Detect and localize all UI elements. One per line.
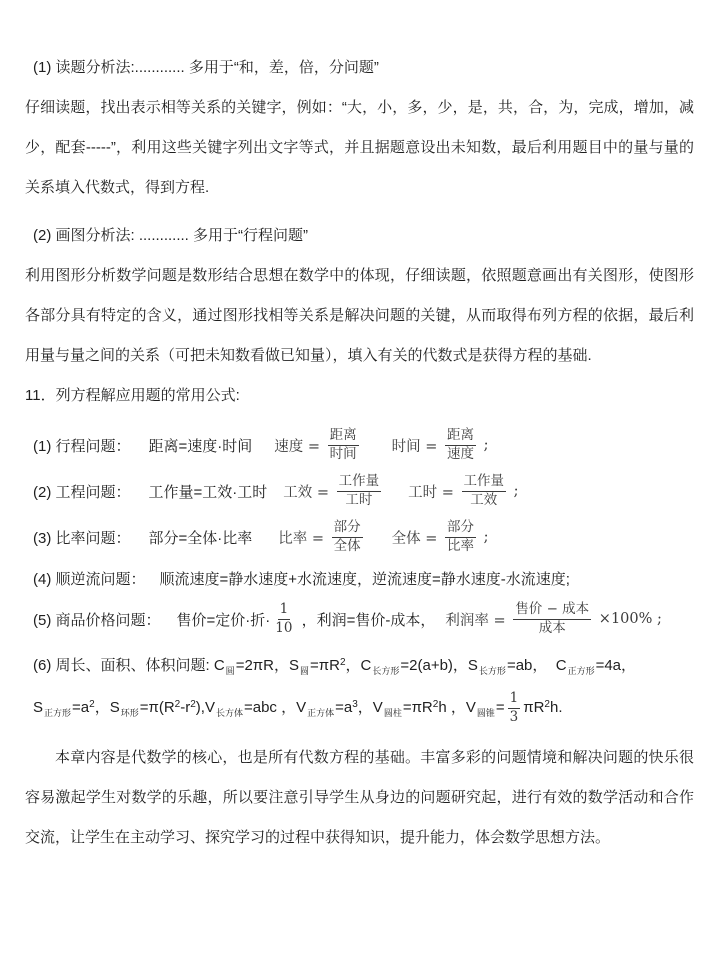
fraction-denominator: 3 (509, 708, 519, 725)
fraction-denominator: 全体 (333, 537, 361, 554)
superscript-exponent: 2 (174, 699, 181, 710)
spacer (384, 491, 408, 492)
fraction (508, 690, 521, 726)
spacer (267, 491, 283, 492)
superscript-exponent: 3 (352, 699, 358, 710)
subscript-label: 正方形 (567, 666, 595, 676)
fraction-numerator: 工作量 (462, 473, 507, 492)
spacer (252, 445, 274, 446)
subscript-label: 圆柱 (383, 708, 402, 718)
fraction (332, 519, 363, 555)
summary-paragraph (25, 738, 694, 858)
text-run: S (33, 699, 44, 716)
math-run: 工效 = (283, 484, 334, 501)
text-run: (2) 画图分析法: ............ 多用于“行程问题” (33, 227, 309, 244)
math-run: 工时 = (408, 484, 459, 501)
fraction (462, 473, 507, 509)
text-run: (1) 行程问题： (33, 437, 131, 455)
text-run: =ab， C (506, 657, 567, 674)
fraction-denominator: 10 (275, 619, 293, 636)
superscript-exponent: 2 (432, 699, 439, 710)
method-item-1 (25, 48, 694, 88)
math-run: ; (479, 437, 489, 453)
spacer (362, 445, 392, 446)
text-run: (5) 商品价格问题： (33, 611, 161, 629)
section-11-heading (25, 376, 694, 416)
fraction-numerator: 距离 (328, 427, 359, 446)
text-run: =a (72, 699, 90, 716)
text-run: (2) 工程问题： (33, 483, 131, 501)
text-run: ，利润=售价-成本， (297, 611, 436, 629)
subscript-label: 长方体 (215, 708, 243, 718)
text-run: 距离=速度·时间 (148, 437, 253, 455)
fraction-numerator: 1 (278, 601, 291, 620)
subscript-label: 圆锥 (476, 708, 495, 718)
method-2-paragraph (25, 256, 694, 376)
text-run: 部分=全体·比率 (148, 529, 253, 547)
math-run: ; (509, 483, 519, 499)
fraction-denominator: 工效 (470, 491, 498, 508)
method-1-paragraph (25, 88, 694, 208)
text-run: ，V (357, 699, 383, 716)
math-run: 速度 = (274, 438, 325, 455)
fraction-denominator: 成本 (538, 619, 566, 636)
fraction-numerator: 工作量 (337, 473, 382, 492)
text-run: =πR (310, 657, 340, 674)
text-run: 仔细读题，找出表示相等关系的关键字，例如：“大，小，多，少，是，共，合，为，完成，增加，减少，配套-----”，利用这些关键字列出文字等式，并且据题意设出未知数，最后利用题目中的量与量的关系填入代数式，得到方程. (25, 99, 694, 196)
subscript-label: 正方形 (44, 708, 72, 718)
fraction-numerator: 售价 − 成本 (513, 601, 591, 620)
formula-price (25, 596, 694, 642)
formula-distance (25, 422, 694, 468)
text-run: = (495, 699, 505, 716)
formula-work (25, 468, 694, 514)
document-content (25, 48, 694, 858)
text-run: (4) 顺逆流问题： (33, 571, 146, 588)
superscript-exponent: 2 (190, 699, 196, 710)
text-run: ),V (195, 699, 215, 716)
fraction (273, 601, 294, 637)
text-run: 本章内容是代数学的核心，也是所有代数方程的基础。丰富多彩的问题情境和解决问题的快乐很容易激起学生对数学的乐趣，所以要注意引导学生从身边的问题研究起，进行有效的数学活动和合作交流，让学生在主动学习、探究学习的过程中获得知识，提升能力，体会数学思想方法。 (25, 749, 694, 846)
text-run: 11．列方程解应用题的常用公式: (25, 387, 240, 404)
text-run: =4a， (595, 657, 637, 674)
spacer (131, 491, 149, 492)
subscript-label: 长方形 (372, 666, 400, 676)
fraction-numerator: 部分 (445, 519, 476, 538)
text-run: (1) 读题分析法:............ 多用于“和，差，倍，分问题” (33, 59, 379, 76)
text-run: ，S (94, 699, 120, 716)
text-run: h ，V (438, 699, 476, 716)
subscript-label: 正方体 (307, 708, 335, 718)
fraction (445, 519, 476, 555)
text-run: ，C (345, 657, 372, 674)
text-run: =πR (402, 699, 433, 716)
math-run: 全体 = (391, 530, 443, 547)
formula-stream (25, 560, 694, 600)
subscript-label: 环形 (120, 708, 139, 718)
superscript-exponent: 2 (89, 699, 95, 710)
text-run: -r (180, 699, 191, 716)
text-run: h. (549, 699, 563, 716)
fraction (513, 601, 591, 637)
subscript-label: 圆 (225, 666, 235, 676)
fraction-numerator: 部分 (332, 519, 363, 538)
fraction-numerator: 距离 (445, 427, 476, 446)
subscript-label: 圆 (299, 666, 309, 676)
text-run: 售价=定价·折· (176, 611, 271, 629)
text-run: =π(R (139, 699, 175, 716)
fraction (337, 473, 382, 509)
text-run: =2(a+b)，S (400, 657, 478, 674)
spacer (252, 537, 278, 538)
fraction-denominator: 工时 (345, 491, 373, 508)
math-run: 比率 = (278, 530, 329, 547)
math-run: ; (479, 529, 489, 545)
spacer (131, 537, 149, 538)
text-run: 顺流速度=静水速度+水流速度，逆流速度=静水速度-水流速度; (159, 571, 570, 588)
method-item-2 (25, 216, 694, 256)
fraction (328, 427, 359, 463)
fraction-denominator: 速度 (447, 445, 475, 462)
text-run: 利用图形分析数学问题是数形结合思想在数学中的体现，仔细读题，依照题意画出有关图形，使图形各部分具有特定的含义，通过图形找相等关系是解决问题的关键，从而取得布列方程的依据，最后利用量与量之间的关系（可把未知数看做已知量），填入有关的代数式是获得方程的基础. (25, 267, 694, 364)
superscript-exponent: 2 (544, 699, 550, 710)
text-run: πR (523, 699, 545, 716)
subscript-label: 长方形 (478, 666, 506, 676)
superscript-exponent: 2 (339, 657, 346, 668)
text-run: =2πR，S (235, 657, 299, 674)
spacer (131, 445, 149, 446)
spacer (146, 583, 160, 584)
spacer (435, 619, 445, 620)
fraction-numerator: 1 (508, 690, 521, 709)
text-run: =a (335, 699, 353, 716)
formula-geometry (25, 646, 694, 730)
text-run: 工作量=工效·工时 (148, 483, 268, 501)
text-run: =abc ，V (243, 699, 307, 716)
spacer (161, 619, 177, 620)
text-run: (6) 周长、面积、体积问题: C (33, 657, 225, 674)
spacer (366, 537, 392, 538)
formula-ratio (25, 514, 694, 560)
fraction (445, 427, 476, 463)
math-run: 利润率 = (445, 612, 511, 629)
math-run: 时间 = (391, 438, 443, 455)
fraction-denominator: 比率 (447, 537, 475, 554)
fraction-denominator: 时间 (329, 445, 357, 462)
text-run: (3) 比率问题： (33, 529, 131, 547)
math-run: ×100% ; (594, 611, 662, 627)
